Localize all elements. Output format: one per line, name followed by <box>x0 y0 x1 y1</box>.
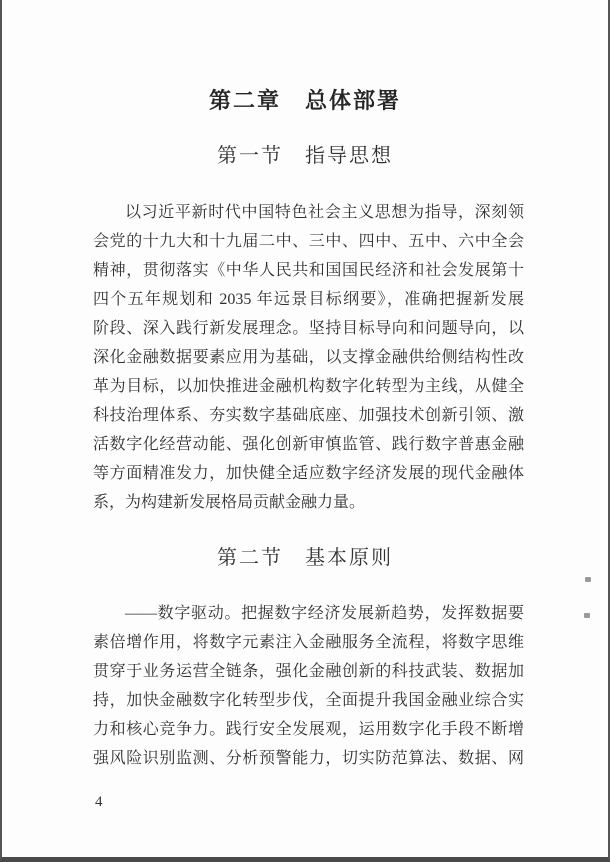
text-line: 系，为构建新发展格局贡献金融力量。 <box>93 494 366 511</box>
text-line: 力和核心竞争力。践行安全发展观，运用数字化手段不断增 <box>93 721 524 738</box>
section-2-paragraph <box>93 599 524 773</box>
section-1-paragraph <box>93 198 524 517</box>
text-line: 会党的十九大和十九届二中、三中、四中、五中、六中全会 <box>93 233 524 250</box>
section-2-title: 第二节 基本原则 <box>217 547 393 569</box>
text-line: 深化金融数据要素应用为基础，以支撑金融供给侧结构性改 <box>93 349 524 366</box>
text-line: 素倍增作用，将数字元素注入金融服务全流程，将数字思维 <box>93 634 524 651</box>
text-line: 强风险识别监测、分析预警能力，切实防范算法、数据、网 <box>93 750 524 767</box>
text-line: 阶段、深入践行新发展理念。坚持目标导向和问题导向，以 <box>93 320 524 337</box>
scan-speck <box>585 577 591 582</box>
text-line: 等方面精准发力，加快健全适应数字经济发展的现代金融体 <box>93 465 524 482</box>
text-line: 革为目标，以加快推进金融机构数字化转型为主线，从健全 <box>93 378 524 395</box>
text-line: 持，加快金融数字化转型步伐，全面提升我国金融业综合实 <box>93 692 524 709</box>
scan-speck <box>584 613 590 618</box>
page-number: 4 <box>95 794 103 810</box>
text-line: 科技治理体系、夯实数字基础底座、加强技术创新引领、激 <box>93 407 524 424</box>
text-line: ——数字驱动。把握数字经济发展新趋势，发挥数据要 <box>125 605 524 622</box>
text-line: 精神，贯彻落实《中华人民共和国国民经济和社会发展第十 <box>93 262 524 279</box>
text-line: 贯穿于业务运营全链条，强化金融创新的科技武装、数据加 <box>93 663 524 680</box>
text-line: 活数字化经营动能、强化创新审慎监管、践行数字普惠金融 <box>93 436 524 453</box>
section-1-title: 第一节 指导思想 <box>217 145 393 167</box>
text-line: 四个五年规划和 2035 年远景目标纲要》，准确把握新发展 <box>93 291 524 308</box>
text-line: 以习近平新时代中国特色社会主义思想为指导，深刻领 <box>125 204 524 221</box>
chapter-title: 第二章 总体部署 <box>208 88 401 113</box>
